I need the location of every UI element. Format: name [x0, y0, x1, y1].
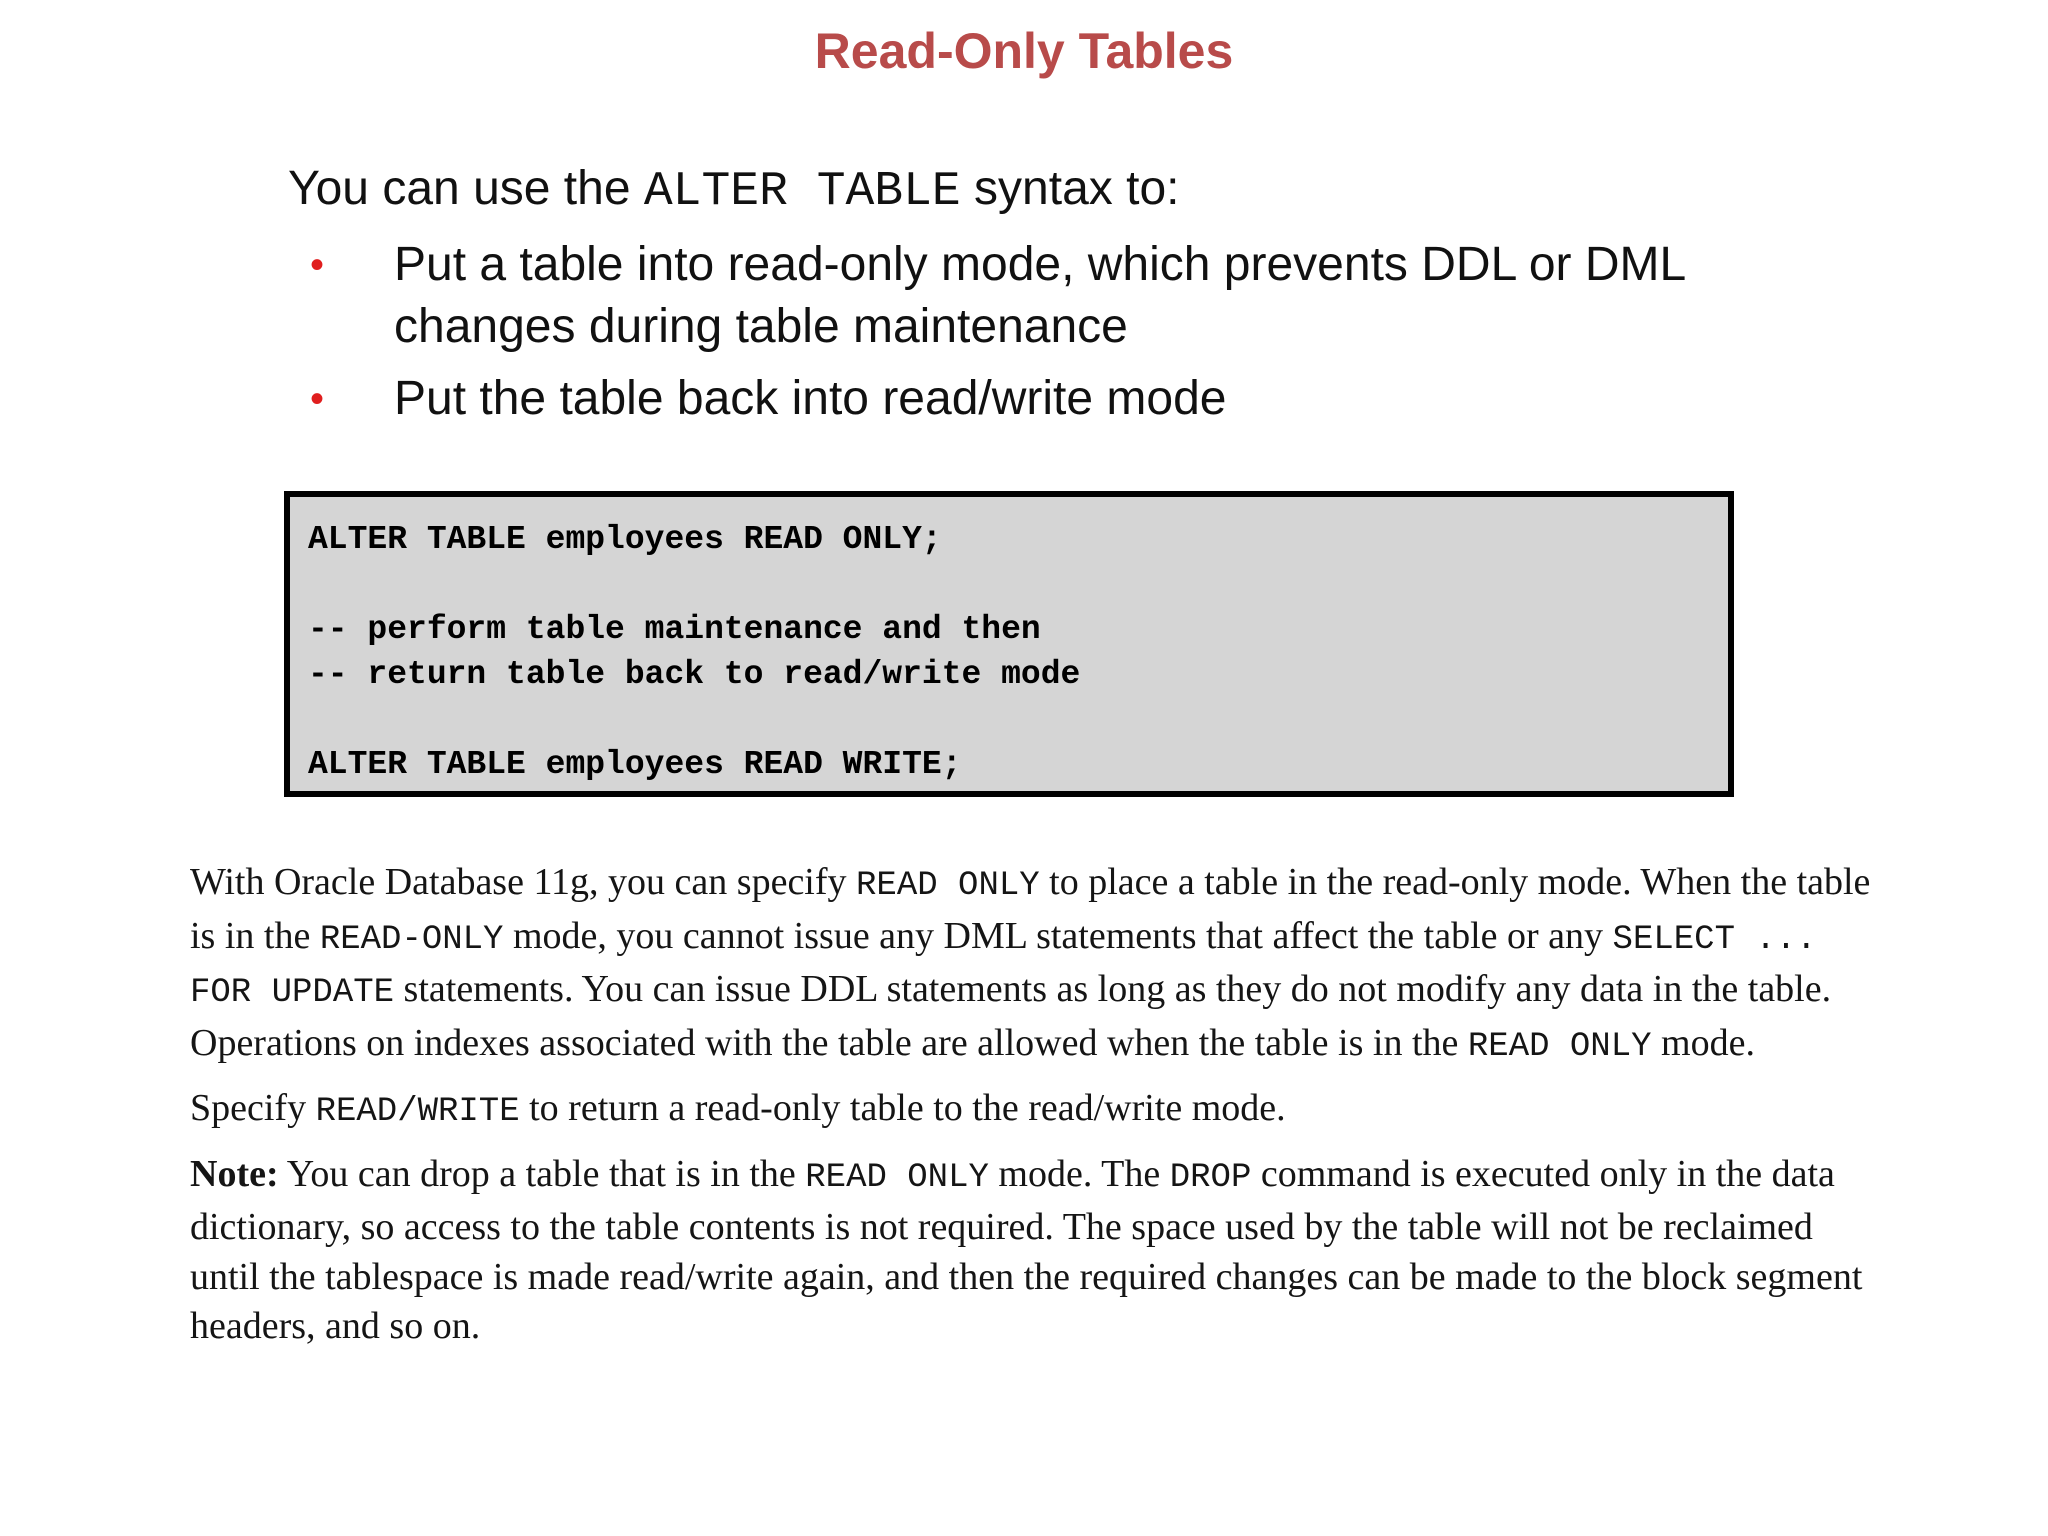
paragraph-read-write — [190, 1084, 1890, 1138]
text-run: mode, you cannot issue any DML statements that affect the table or any — [503, 914, 1613, 957]
text-run: mode. The — [988, 1152, 1170, 1195]
note-paragraph — [190, 1150, 1890, 1352]
intro-prefix: You can use the — [288, 162, 644, 215]
code-line: ALTER TABLE employees READ WRITE; — [308, 746, 962, 783]
note-label: Note: — [190, 1152, 279, 1195]
code-term: READ ONLY — [856, 867, 1040, 905]
code-term: READ-ONLY — [319, 920, 504, 959]
text-run: You can drop a table that is in the — [278, 1152, 806, 1195]
bullet-dot-icon: • — [310, 243, 325, 287]
text-run: Specify — [190, 1087, 316, 1129]
text-run: With Oracle Database 11g, you can specify — [190, 861, 857, 903]
text-run: mode. — [1651, 1021, 1755, 1064]
bullet-text: Put a table into read-only mode, which prevents DDL or DML changes during table maintenance — [394, 238, 1685, 353]
bullet-item — [300, 368, 1800, 430]
bullet-text: Put the table back into read/write mode — [394, 372, 1227, 425]
text-run: to place a table in the read-only mode. When the table is in the — [190, 861, 1871, 957]
intro-line — [288, 158, 1179, 223]
text-run: statements. You can issue DDL statements as long as they do not modify any data in the table. Operations on indexes associated with the table are allowed when the table is in the — [190, 968, 1832, 1064]
code-line: -- perform table maintenance and then — [308, 611, 1041, 648]
intro-suffix: syntax to: — [960, 162, 1180, 215]
text-run: to return a read-only table to the read/write mode. — [519, 1087, 1286, 1129]
code-term: DROP — [1169, 1158, 1252, 1197]
code-term: SELECT ... FOR UPDATE — [190, 920, 1817, 1012]
code-term: READ/WRITE — [315, 1093, 520, 1131]
intro-keyword: ALTER TABLE — [643, 165, 961, 219]
bullet-item — [300, 234, 1800, 358]
code-line — [308, 697, 1710, 742]
paragraph-read-only — [190, 858, 1890, 1072]
bullet-list — [300, 234, 1800, 440]
code-example-box — [284, 491, 1734, 797]
explanation-text — [190, 858, 1890, 1364]
code-line — [308, 562, 1710, 607]
code-term: READ ONLY — [1467, 1027, 1652, 1066]
bullet-dot-icon: • — [310, 377, 325, 421]
code-line: ALTER TABLE employees READ ONLY; — [308, 521, 942, 558]
page-title: Read-Only Tables — [814, 23, 1234, 79]
code-term: READ ONLY — [805, 1158, 989, 1197]
text-run: command is executed only in the data dictionary, so access to the table contents is not required. The space used by the table will not be reclaimed until the tablespace is made read/write again, and then the required changes can be made to the block segment headers, and so on. — [190, 1152, 1863, 1347]
code-line: -- return table back to read/write mode — [308, 656, 1081, 693]
